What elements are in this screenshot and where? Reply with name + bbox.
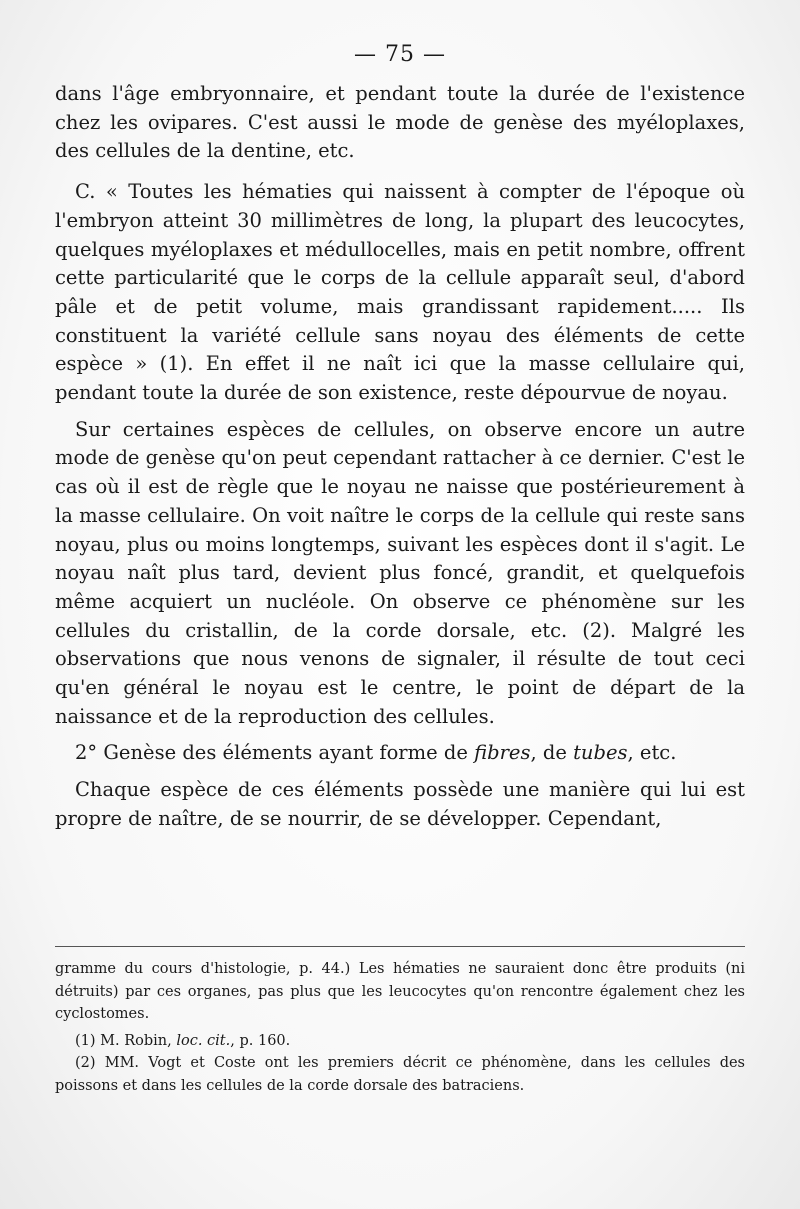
footnote-1-start: (1) M. Robin,: [75, 1032, 172, 1049]
page-number: — 75 —: [354, 42, 446, 67]
paragraph-4-heading: [55, 739, 745, 768]
heading-text-mid: , de: [530, 741, 567, 765]
heading-text-start: 2° Genèse des éléments ayant forme de: [75, 741, 468, 765]
footnote-1: [55, 1030, 745, 1053]
heading-fibres: fibres: [474, 741, 531, 765]
footnote-2: (2) MM. Vogt et Coste ont les premiers décrit ce phénomène, dans les cellules des poissons et dans les cellules de la corde dorsale des batraciens.: [55, 1055, 745, 1094]
paragraph-2: C. « Toutes les hématies qui naissent à compter de l'époque où l'embryon atteint 30 millimètres de long, la plupart des leucocytes, quelques myéloplaxes et médullocelles, mais en petit nombre, offrent cette particularité que le corps de la cellule apparaît seul, d'abord pâle et de petit volume, mais grandissant rapidement..... Ils constituent la variété cellule sans noyau des éléments de cette espèce » (1). En effet il ne naît ici que la masse cellulaire qui, pendant toute la durée de son existence, reste dépourvue de noyau.: [55, 180, 745, 405]
footnote-continuation: gramme du cours d'histologie, p. 44.) Les hématies ne sauraient donc être produits (ni détruits) par ces organes, pas plus que les leucocytes qu'on rencontre également chez les cyclostomes.: [55, 961, 745, 1022]
footnote-1-end: , p. 160.: [230, 1032, 291, 1049]
heading-tubes: tubes: [573, 741, 628, 765]
paragraph-5: Chaque espèce de ces éléments possède une manière qui lui est propre de naître, de se nourrir, de se développer. Cependant,: [55, 778, 745, 830]
footnote-divider: [55, 946, 745, 947]
paragraph-3: Sur certaines espèces de cellules, on observe encore un autre mode de genèse qu'on peut cependant rattacher à ce dernier. C'est le cas où il est de règle que le noyau ne naisse que postérieurement à la masse cellulaire. On voit naître le corps de la cellule qui reste sans noyau, plus ou moins longtemps, suivant les espèces dont il s'agit. Le noyau naît plus tard, devient plus foncé, grandit, et quelquefois même acquiert un nucléole. On observe ce phénomène sur les cellules du cristallin, de la corde dorsale, etc. (2). Malgré les observations que nous venons de signaler, il résulte de tout ceci qu'en général le noyau est le centre, le point de départ de la naissance et de la reproduction des cellules.: [55, 417, 745, 728]
footnote-1-italic: loc. cit.: [176, 1032, 231, 1049]
paragraph-1: dans l'âge embryonnaire, et pendant toute la durée de l'existence chez les ovipares. C'est aussi le mode de genèse des myéloplaxes, des cellules de la dentine, etc.: [55, 82, 745, 163]
heading-text-end: , etc.: [627, 741, 677, 765]
main-text: [55, 80, 745, 834]
footnotes: [55, 958, 745, 1097]
